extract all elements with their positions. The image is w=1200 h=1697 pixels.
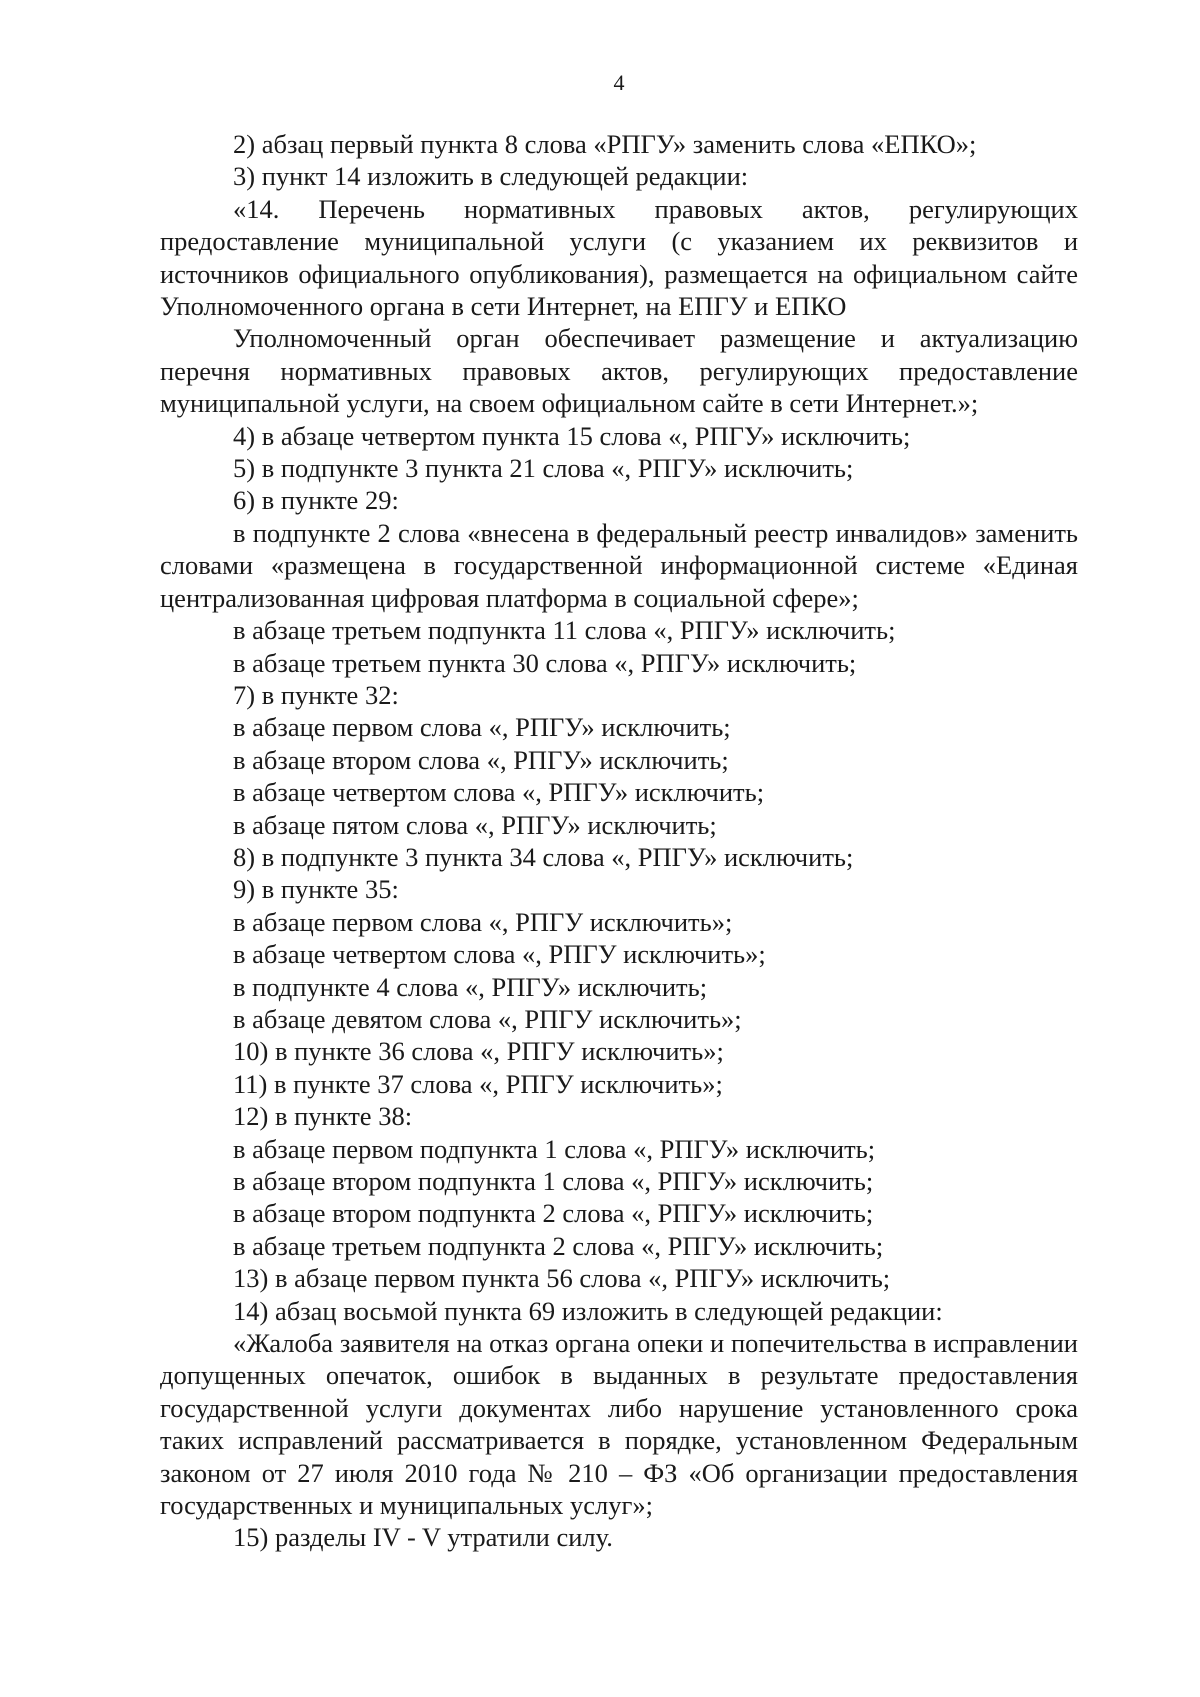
amendment-item-12-sub1-para1: в абзаце первом подпункта 1 слова «, РПГУ» исключить;: [233, 1133, 876, 1164]
amendment-item-7-para-2: в абзаце втором слова «, РПГУ» исключить;: [233, 744, 729, 775]
amendment-item-11: 11) в пункте 37 слова «, РПГУ исключить»;: [233, 1068, 723, 1099]
amendment-item-7-para-5: в абзаце пятом слова «, РПГУ» исключить;: [233, 809, 717, 840]
amendment-item-14: 14) абзац восьмой пункта 69 изложить в следующей редакции:: [233, 1295, 943, 1326]
amendment-item-8: 8) в подпункте 3 пункта 34 слова «, РПГУ» исключить;: [233, 841, 854, 872]
amendment-item-9-para-4: в абзаце четвертом слова «, РПГУ исключить»;: [233, 939, 766, 970]
page-number: 4: [613, 70, 625, 95]
amendment-item-13: 13) в абзаце первом пункта 56 слова «, РПГУ» исключить;: [233, 1263, 891, 1294]
amendment-item-7-para-1: в абзаце первом слова «, РПГУ» исключить;: [233, 712, 731, 743]
amendment-item-9-para-9: в абзаце девятом слова «, РПГУ исключить»;: [233, 1003, 742, 1034]
amendment-item-15: 15) разделы IV - V утратили силу.: [233, 1522, 613, 1553]
amendment-item-12-sub2-para3: в абзаце третьем подпункта 2 слова «, РПГУ» исключить;: [233, 1230, 884, 1261]
amendment-item-9: 9) в пункте 35:: [233, 874, 399, 905]
document-body: [160, 128, 1078, 1554]
amendment-item-6: 6) в пункте 29:: [233, 485, 399, 516]
amendment-item-3: 3) пункт 14 изложить в следующей редакции:: [233, 161, 749, 192]
quoted-clause-14: «14. Перечень нормативных правовых актов, регулирующих предоставление муниципальной услуги (с указанием их реквизитов и источников официального опубликования), размещается на официальном сайте Уполномоченного органа в сети Интернет, на ЕПГУ и ЕПКО: [160, 193, 1078, 322]
amendment-item-10: 10) в пункте 36 слова «, РПГУ исключить»;: [233, 1036, 724, 1067]
amendment-item-12: 12) в пункте 38:: [233, 1101, 413, 1132]
quoted-clause-69: «Жалоба заявителя на отказ органа опеки и попечительства в исправлении допущенных опечаток, ошибок в выданных в результате предоставления государственной услуги документах либо нарушение установленного срока таких исправлений рассматривается в порядке, установленном Федеральным законом от 27 июля 2010 года № 210 – ФЗ «Об организации предоставления государственных и муниципальных услуг»;: [160, 1328, 1078, 1521]
amendment-item-12-sub1-para2: в абзаце втором подпункта 1 слова «, РПГУ» исключить;: [233, 1166, 874, 1196]
amendment-item-12-sub2-para2: в абзаце втором подпункта 2 слова «, РПГУ» исключить;: [233, 1198, 874, 1229]
amendment-item-7-para-4: в абзаце четвертом слова «, РПГУ» исключить;: [233, 777, 765, 808]
amendment-item-9-subpoint-4: в подпункте 4 слова «, РПГУ» исключить;: [233, 971, 708, 1002]
amendment-item-5: 5) в подпункте 3 пункта 21 слова «, РПГУ» исключить;: [233, 453, 854, 484]
amendment-item-6-subpoint-11: в абзаце третьем подпункта 11 слова «, РПГУ» исключить;: [233, 615, 896, 646]
document-page: [160, 70, 1078, 1554]
amendment-item-2: 2) абзац первый пункта 8 слова «РПГУ» заменить слова «ЕПКО»;: [233, 129, 977, 159]
amendment-item-7: 7) в пункте 32:: [233, 679, 399, 710]
amendment-item-6-point-30: в абзаце третьем пункта 30 слова «, РПГУ» исключить;: [233, 647, 857, 678]
amendment-item-9-para-1: в абзаце первом слова «, РПГУ исключить»;: [233, 906, 733, 937]
quoted-clause-14-continued: Уполномоченный орган обеспечивает размещение и актуализацию перечня нормативных правовых актов, регулирующих предоставление муниципальной услуги, на своем официальном сайте в сети Интернет.»;: [160, 323, 1078, 419]
amendment-item-6-subpoint-2: в подпункте 2 слова «внесена в федеральный реестр инвалидов» заменить словами «размещена в государственной информационной системе «Единая централизованная цифровая платформа в социальной сфере»;: [160, 517, 1078, 613]
amendment-item-4: 4) в абзаце четвертом пункта 15 слова «, РПГУ» исключить;: [233, 420, 911, 451]
